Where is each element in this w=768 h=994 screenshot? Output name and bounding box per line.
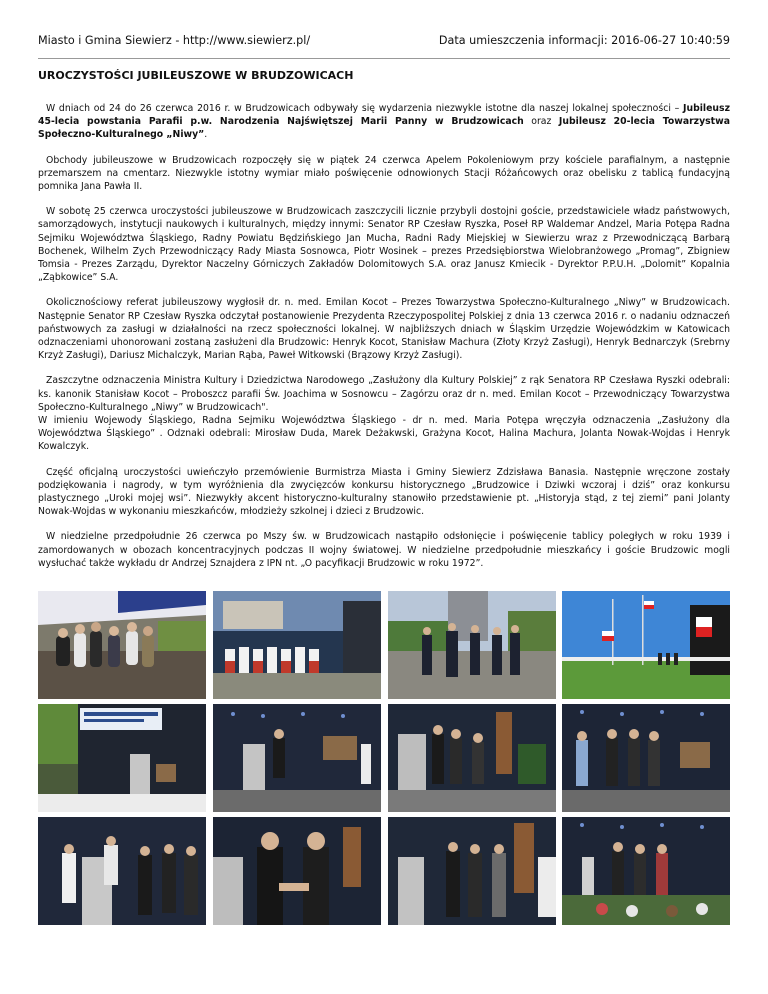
photo-gallery: [38, 591, 730, 925]
article-title: UROCZYSTOŚCI JUBILEUSZOWE W BRUDZOWICACH: [38, 69, 354, 82]
photo-procession[interactable]: [388, 591, 556, 699]
photo-stage-banner[interactable]: [38, 704, 206, 812]
photo-folk-group[interactable]: [213, 591, 381, 699]
paragraph-1: [38, 102, 730, 142]
p1-end: .: [204, 129, 208, 141]
paragraph-8: W niedzielne przedpołudnie 26 czerwca po Mszy św. w Brudzowicach nastąpiło odsłonięcie i poświęcenie tablicy poległych w roku 1939 i zamordowanych w obozach koncentracyjnych podczas II wojny światowej. W niedzielne przedpołudnie mieszkańcy i goście Brudzowic mogli wysłuchać także wykładu dr Andrzej Sznajdera z IPN nt. „O pacyfikacji Brudzowic w roku 1972”.: [38, 531, 730, 569]
p1-jubilee-society: Jubileusz 20-lecia Towarzystwa Społeczno-Kulturalnego „Niwy”: [38, 116, 730, 141]
photo-stage-audience[interactable]: [562, 817, 730, 925]
photo-flags-field[interactable]: [562, 591, 730, 699]
paragraph-2: Obchody jubileuszowe w Brudzowicach rozpoczęły się w piątek 24 czerwca Apelem Pokoleniowym przy kościele parafialnym, a następnie przemarszem na cmentarz. Niezwykle istotny wymiar miało poświęcenie odnowionych Stacji Różańcowych oraz obelisku z tablicą fundacyjną pomnika Jana Pawła II.: [38, 154, 730, 193]
p1-and: oraz: [523, 116, 559, 128]
photo-award-near-shrine[interactable]: [388, 817, 556, 925]
page-header: [38, 34, 730, 50]
photo-officials-row[interactable]: [562, 704, 730, 812]
paragraph-7: Część oficjalną uroczystości uwieńczyło przemówienie Burmistrza Miasta i Gminy Siewierz Zdzisława Banasia. Następnie wręczone zostały podziękowania i nagrody, w tym wyróżnienia dla zwycięzców konkursu historycznego „Brudzowice i Dziwki wczoraj i dziś” oraz konkursu plastycznego „Uroki mojej wsi”. Niezwykły akcent historyczno-kulturalny stanowiło przedstawienie pt. „Historyja stąd, z tej ziemi” pani Jolanty Nowak-Wojdas w wykonaniu mieszkańców, młodzieży szkolnej i dzieci z Brudzowic.: [38, 466, 730, 518]
header-divider: [38, 58, 730, 59]
paragraph-4: Okolicznościowy referat jubileuszowy wygłosił dr. n. med. Emilan Kocot – Prezes Towarzystwa Społeczno-Kulturalnego „Niwy” w Brudzowicach. Następnie Senator RP Czesław Ryszka odczytał postanowienie Prezydenta Rzeczypospolitej Polskiej z dnia 13 czerwca 2016 r. o nadaniu odznaczeń państwowych za zasługi w działalności na rzecz społeczności lokalnej. W najbliższych dniach w Śląskim Urzędzie Wojewódzkim w Katowicach odznaczeniami uhonorowani zostaną zasłużeni dla Brudzowic: Henryk Kocot, Stanisław Machura (Złoty Krzyż Zasługi), Henryk Bednarczyk (Srebrny Krzyż Zasługi), Dariusz Michalczyk, Marian Rąba, Paweł Witkowski (Brązowy Krzyż Zasługi).: [38, 297, 730, 362]
paragraph-3: W sobotę 25 czerwca uroczystości jubileuszowe w Brudzowicach zaszczycili licznie przybyli dostojni goście, przedstawiciele władz państwowych, samorządowych, instytucji naukowych i kulturalnych, między innymi: Senator RP Czesław Ryszka, Poseł RP Waldemar Andzel, Maria Potępa Radna Sejmiku Województwa Śląskiego, Radny Powiatu Będzińskiego Jan Mucha, Radni Rady Miejskiej w Siewierzu wraz z Przewodniczącą Barbarą Bochenek, Wilhelm Zych Przewodniczący Rady Miasta Sosnowca, Piotr Wosinek – prezes Przedsiębiorstwa Wielobranżowego „Promag”, Zbigniew Tomsia - Prezes Zarządu, Dyrektor Naczelny Górniczych Zakładów Dolomitowych S.A. oraz Janusz Kmiecik - Dyrektor P.P.U.H. „Dolomit” Kopalnia „Ząbkowice” S.A.: [38, 206, 730, 284]
paragraph-5: Zaszczytne odznaczenia Ministra Kultury i Dziedzictwa Narodowego „Zasłużony dla Kultury Polskiej” z rąk Senatora RP Czesława Ryszki odebrali: ks. kanonik Stanisław Kocot – Proboszcz parafii Św. Joachima w Sosnowcu – Zagórzu oraz dr n. med. Emilan Kocot – Przewodniczący Towarzystwa Społeczno-Kulturalnego „Niwy” w Brudzowicach".: [38, 375, 730, 413]
photo-stage-speech[interactable]: [213, 704, 381, 812]
p1-jubilee-parish: Jubileusz 45-lecia powstania Parafii p.w. Narodzenia Najświętszej Marii Panny w Brudzowicach: [38, 103, 730, 128]
photo-audience-tent[interactable]: [38, 591, 206, 699]
photo-podium-speakers[interactable]: [38, 817, 206, 925]
header-site: Miasto i Gmina Siewierz - http://www.siewierz.pl/: [38, 34, 311, 47]
photo-handshake[interactable]: [213, 817, 381, 925]
p1-intro: W dniach od 24 do 26 czerwca 2016 r. w Brudzowicach odbywały się wydarzenia niezwykle istotne dla naszej lokalnej społeczności –: [46, 103, 680, 114]
paragraph-6: W imieniu Wojewody Śląskiego, Radna Sejmiku Województwa Śląskiego - dr n. med. Maria Potępa wręczyła odznaczenia „Zasłużony dla Województwa Śląskiego” . Odznaki odebrali: Mirosław Duda, Marek Deżakwski, Grażyna Kocot, Halina Machura, Jolanta Nowak-Wojdas i Henryk Kowalczyk.: [38, 415, 730, 453]
header-date: Data umieszczenia informacji: 2016-06-27 10:40:59: [438, 34, 730, 47]
photo-award-shrine[interactable]: [388, 704, 556, 812]
article-body: [38, 102, 730, 582]
